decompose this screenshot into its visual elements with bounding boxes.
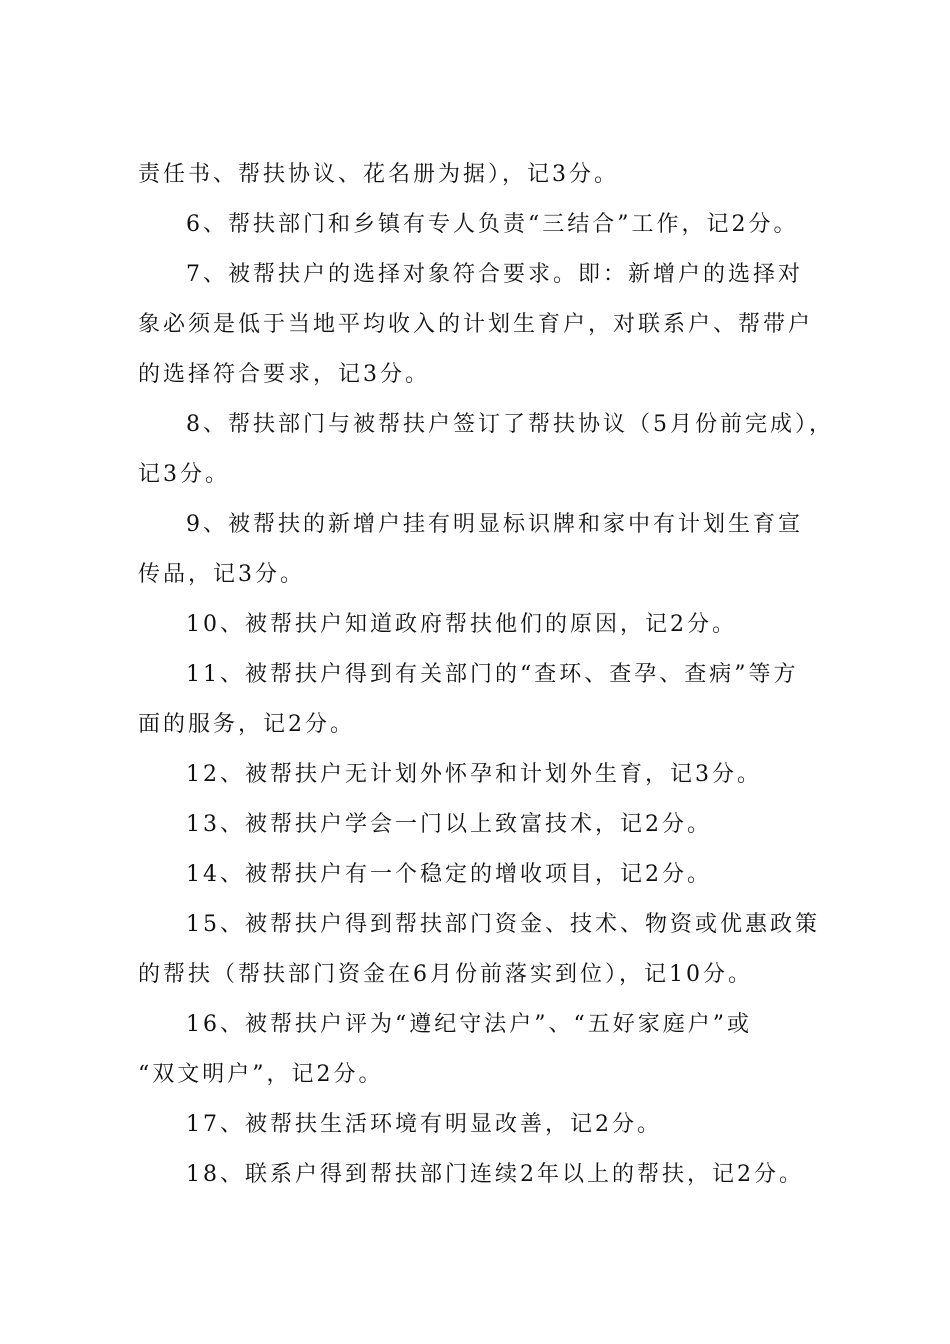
text-line: 12、被帮扶户无计划外怀孕和计划外生育，记3分。 — [186, 762, 762, 787]
text-line: 责任书、帮扶协议、花名册为据），记3分。 — [138, 162, 619, 187]
text-line: 17、被帮扶生活环境有明显改善，记2分。 — [186, 1112, 662, 1137]
text-line: 16、被帮扶户评为“遵纪守法户”、“五好家庭户”或 — [186, 1012, 752, 1037]
text-line: 13、被帮扶户学会一门以上致富技术，记2分。 — [186, 812, 712, 837]
document-body — [138, 150, 838, 1200]
text-line: “双文明户”，记2分。 — [138, 1062, 384, 1087]
text-line: 传品，记3分。 — [138, 562, 305, 587]
text-line: 面的服务，记2分。 — [138, 712, 355, 737]
text-line: 15、被帮扶户得到帮扶部门资金、技术、物资或优惠政策 — [186, 912, 820, 937]
text-line: 9、被帮扶的新增户挂有明显标识牌和家中有计划生育宣 — [186, 512, 803, 537]
text-line: 6、帮扶部门和乡镇有专人负责“三结合”工作，记2分。 — [186, 212, 799, 237]
text-line: 象必须是低于当地平均收入的计划生育户，对联系户、帮带户 — [138, 312, 814, 337]
text-line: 18、联系户得到帮扶部门连续2年以上的帮扶，记2分。 — [186, 1162, 804, 1187]
text-line: 10、被帮扶户知道政府帮扶他们的原因，记2分。 — [186, 612, 737, 637]
text-line: 7、被帮扶户的选择对象符合要求。即：新增户的选择对 — [186, 262, 803, 287]
text-line: 的选择符合要求，记3分。 — [138, 362, 430, 387]
text-line: 的帮扶（帮扶部门资金在6月份前落实到位），记10分。 — [138, 962, 753, 987]
text-line: 记3分。 — [138, 462, 230, 487]
text-line: 14、被帮扶户有一个稳定的增收项目，记2分。 — [186, 862, 712, 887]
text-line: 8、帮扶部门与被帮扶户签订了帮扶协议（5月份前完成）， — [186, 412, 834, 437]
text-line: 11、被帮扶户得到有关部门的“查环、查孕、查病”等方 — [186, 662, 799, 687]
